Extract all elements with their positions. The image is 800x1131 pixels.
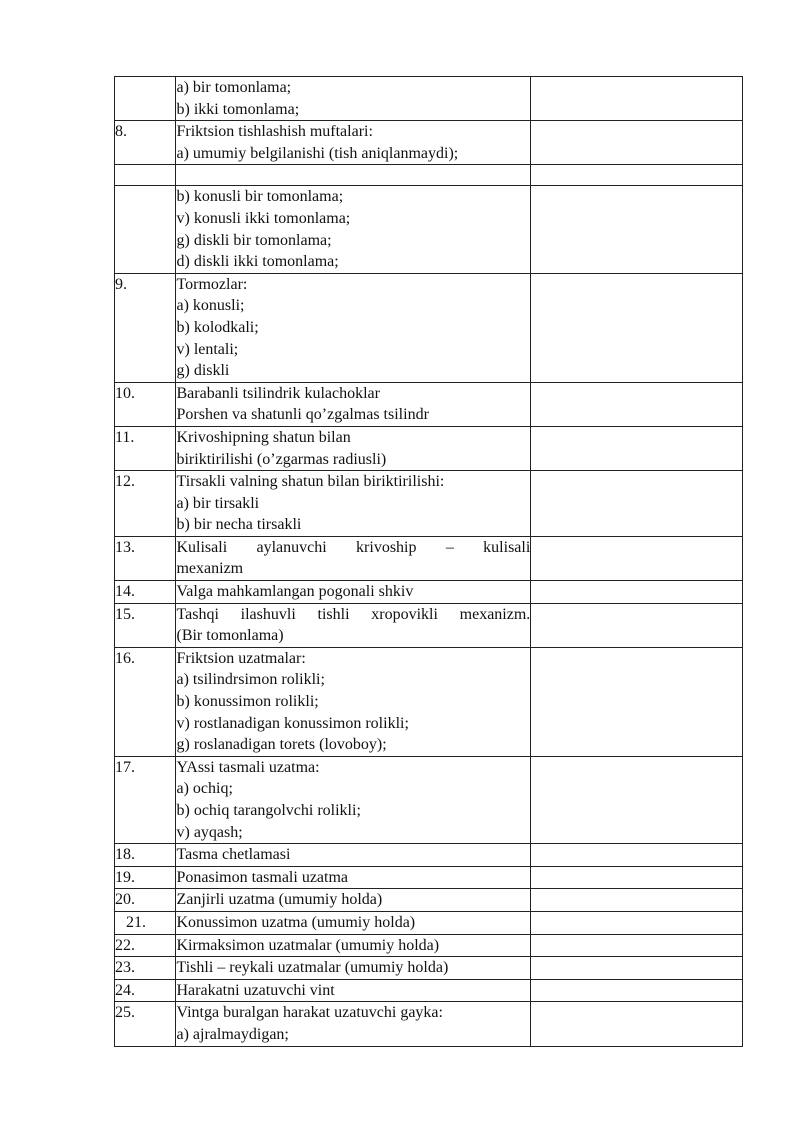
table-row bbox=[115, 957, 743, 980]
row-number: 17. bbox=[115, 756, 176, 843]
description-line: a) ochiq; bbox=[176, 780, 233, 798]
table-row bbox=[115, 426, 743, 470]
row-description bbox=[176, 1002, 531, 1046]
description-line: v) konusli ikki tomonlama; bbox=[176, 209, 351, 227]
description-line: a) tsilindrsimon rolikli; bbox=[176, 671, 325, 689]
table-row bbox=[115, 382, 743, 426]
table-row bbox=[115, 934, 743, 957]
row-description bbox=[176, 471, 531, 537]
row-description bbox=[176, 77, 531, 121]
symbol-cell bbox=[531, 77, 743, 121]
symbol-cell bbox=[531, 957, 743, 980]
row-number: 25. bbox=[115, 1002, 176, 1046]
symbol-cell bbox=[531, 581, 743, 604]
description-line: Vintga buralgan harakat uzatuvchi gayka: bbox=[176, 1004, 443, 1022]
description-line: Krivoshipning shatun bilan bbox=[176, 428, 351, 446]
table-row bbox=[115, 471, 743, 537]
table-row bbox=[115, 1002, 743, 1046]
row-number: 22. bbox=[115, 934, 176, 957]
row-number: 10. bbox=[115, 382, 176, 426]
description-line: YAssi tasmali uzatma: bbox=[176, 758, 320, 776]
description-line: b) konussimon rolikli; bbox=[176, 693, 319, 711]
description-line: b) ochiq tarangolvchi rolikli; bbox=[176, 802, 361, 819]
description-line: a) ajralmaydigan; bbox=[176, 1025, 289, 1043]
row-description bbox=[176, 647, 531, 756]
row-description bbox=[176, 756, 531, 843]
description-line: Friktsion uzatmalar: bbox=[176, 649, 306, 667]
symbol-cell bbox=[531, 471, 743, 537]
table-row bbox=[115, 647, 743, 756]
row-number bbox=[115, 77, 176, 121]
row-description bbox=[176, 911, 531, 934]
description-line: b) konusli bir tomonlama; bbox=[176, 188, 344, 206]
description-line: Friktsion tishlashish muftalari: bbox=[176, 123, 373, 141]
row-number: 20. bbox=[115, 889, 176, 912]
row-description bbox=[176, 979, 531, 1002]
description-line: Tishli – reykali uzatmalar (umumiy holda) bbox=[176, 959, 449, 977]
description-line: Harakatni uzatuvchi vint bbox=[176, 981, 335, 999]
description-line: Valga mahkamlangan pogonali shkiv bbox=[176, 583, 414, 601]
symbol-cell bbox=[531, 536, 743, 580]
table-row bbox=[115, 77, 743, 121]
table-row bbox=[115, 756, 743, 843]
description-line: Konussimon uzatma (umumiy holda) bbox=[176, 913, 416, 931]
table-row bbox=[115, 273, 743, 382]
table-row bbox=[115, 866, 743, 889]
symbols-table bbox=[114, 76, 743, 1047]
description-line: b) ikki tomonlama; bbox=[176, 100, 300, 118]
symbol-cell bbox=[531, 273, 743, 382]
row-description bbox=[176, 889, 531, 912]
row-number: 24. bbox=[115, 979, 176, 1002]
description-line: Kirmaksimon uzatmalar (umumiy holda) bbox=[176, 936, 440, 954]
description-line: Barabanli tsilindrik kulachoklar bbox=[176, 384, 380, 402]
row-description bbox=[176, 273, 531, 382]
symbol-cell bbox=[531, 647, 743, 756]
row-number bbox=[115, 165, 176, 186]
table-row bbox=[115, 121, 743, 165]
table-row bbox=[115, 911, 743, 934]
row-description bbox=[176, 426, 531, 470]
description-line: Tasma chetlamasi bbox=[176, 846, 291, 864]
row-description bbox=[176, 603, 531, 647]
description-line: biriktirilishi (o’zgarmas radiusli) bbox=[176, 450, 387, 468]
description-line: a) konusli; bbox=[176, 297, 245, 315]
symbol-cell bbox=[531, 889, 743, 912]
row-description bbox=[176, 581, 531, 604]
table-row bbox=[115, 889, 743, 912]
description-line: b) kolodkali; bbox=[176, 318, 259, 336]
symbol-cell bbox=[531, 121, 743, 165]
description-line: a) umumiy belgilanishi (tish aniqlanmaydi); bbox=[176, 144, 459, 162]
description-line: Tormozlar: bbox=[176, 275, 248, 293]
row-number: 18. bbox=[115, 844, 176, 867]
row-number: 14. bbox=[115, 581, 176, 604]
symbol-cell bbox=[531, 603, 743, 647]
row-number: 23. bbox=[115, 957, 176, 980]
description-line: g) diskli bir tomonlama; bbox=[176, 231, 332, 249]
row-description bbox=[176, 382, 531, 426]
symbol-cell bbox=[531, 979, 743, 1002]
description-line: v) ayqash; bbox=[176, 823, 243, 841]
description-line: Porshen va shatunli qo’zgalmas tsilindr bbox=[176, 406, 429, 424]
row-description bbox=[176, 866, 531, 889]
row-number: 21. bbox=[115, 911, 176, 934]
symbol-cell bbox=[531, 165, 743, 186]
symbol-cell bbox=[531, 382, 743, 426]
row-description bbox=[176, 165, 531, 186]
row-description bbox=[176, 536, 531, 580]
row-number: 11. bbox=[115, 426, 176, 470]
table-row bbox=[115, 979, 743, 1002]
table-row bbox=[115, 165, 743, 186]
table-row bbox=[115, 581, 743, 604]
row-description bbox=[176, 934, 531, 957]
symbol-cell bbox=[531, 934, 743, 957]
description-line: a) bir tirsakli bbox=[176, 494, 260, 512]
row-description bbox=[176, 121, 531, 165]
row-description bbox=[176, 844, 531, 867]
description-line: Kulisali aylanuvchi krivoship – kulisali bbox=[176, 538, 531, 556]
row-number: 15. bbox=[115, 603, 176, 647]
symbol-cell bbox=[531, 186, 743, 273]
row-number: 19. bbox=[115, 866, 176, 889]
description-line: Ponasimon tasmali uzatma bbox=[176, 868, 349, 886]
description-line: mexanizm bbox=[176, 560, 244, 578]
symbol-cell bbox=[531, 911, 743, 934]
description-line: a) bir tomonlama; bbox=[176, 79, 292, 96]
row-number: 12. bbox=[115, 471, 176, 537]
description-line: d) diskli ikki tomonlama; bbox=[176, 253, 339, 271]
row-description bbox=[176, 957, 531, 980]
symbol-cell bbox=[531, 866, 743, 889]
description-line: Tirsakli valning shatun bilan biriktirilishi: bbox=[176, 473, 445, 491]
symbol-cell bbox=[531, 844, 743, 867]
description-line: v) rostlanadigan konussimon rolikli; bbox=[176, 714, 409, 732]
row-number: 13. bbox=[115, 536, 176, 580]
description-line: Tashqi ilashuvli tishli xropovikli mexanizm. bbox=[176, 605, 531, 623]
row-number: 9. bbox=[115, 273, 176, 382]
symbol-cell bbox=[531, 426, 743, 470]
description-line: (Bir tomonlama) bbox=[176, 627, 284, 645]
symbol-cell bbox=[531, 1002, 743, 1046]
row-description bbox=[176, 186, 531, 273]
table-row bbox=[115, 603, 743, 647]
table-body bbox=[115, 77, 743, 1047]
symbol-cell bbox=[531, 756, 743, 843]
table-row bbox=[115, 186, 743, 273]
description-line: g) roslanadigan torets (lovoboy); bbox=[176, 736, 387, 754]
description-line: b) bir necha tirsakli bbox=[176, 516, 302, 534]
row-number: 8. bbox=[115, 121, 176, 165]
description-line: v) lentali; bbox=[176, 340, 239, 358]
row-number bbox=[115, 186, 176, 273]
description-line: g) diskli bbox=[176, 362, 230, 380]
description-line: Zanjirli uzatma (umumiy holda) bbox=[176, 891, 383, 909]
table-row bbox=[115, 536, 743, 580]
row-number: 16. bbox=[115, 647, 176, 756]
table-row bbox=[115, 844, 743, 867]
